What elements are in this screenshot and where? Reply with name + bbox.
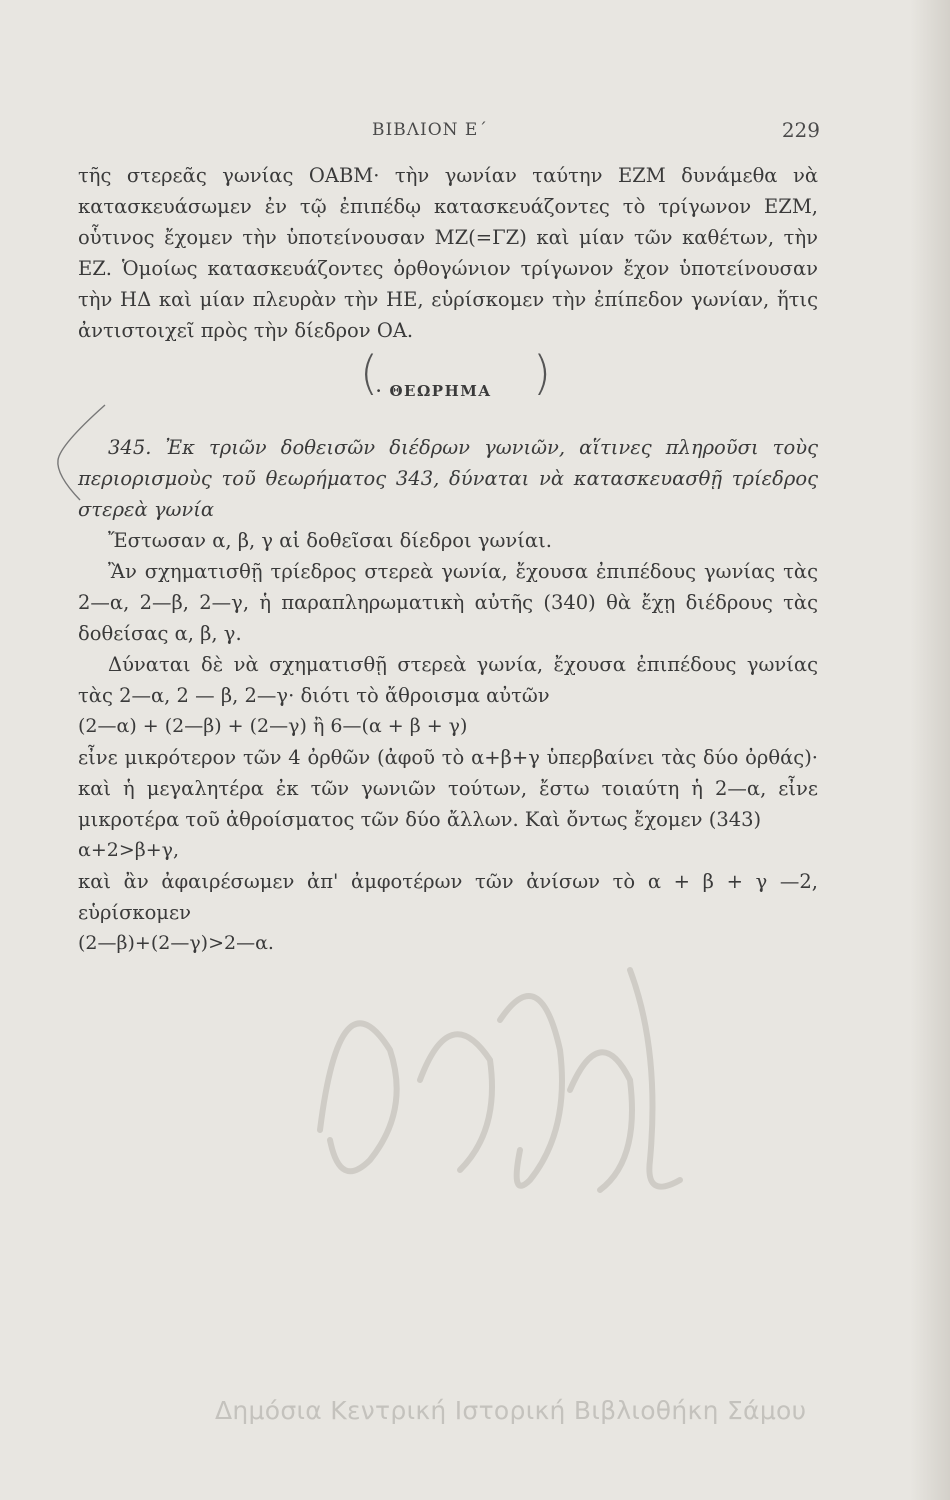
page-edge-shadow <box>910 0 950 1500</box>
paragraph-subtract: καὶ ἂν ἀφαιρέσωμεν ἀπ' ἀμφοτέρων τῶν ἀνίσων τὸ α + β + γ —2, εὑρίσκομεν <box>78 870 818 924</box>
right-paren-mark: ) <box>533 346 551 400</box>
paragraph-supplementary: Ἂν σχηματισθῇ τρίεδρος στερεὰ γωνία, ἔχουσα ἐπιπέδους γωνίας τὰς 2—α, 2—β, 2—γ, ἡ παραπληρωματικὴ αὐτῆς (340) θὰ ἔχῃ διέδρους τὰς δοθείσας α, β, γ. <box>78 560 818 645</box>
paragraph-less-than: εἶνε μικρότερον τῶν 4 ὀρθῶν (ἀφοῦ τὸ α+β+γ ὑπερβαίνει τὰς δύο ὀρθάς)· καὶ ἡ μεγαλητέρα ἐκ τῶν γωνιῶν τούτων, ἔστω τοιαύτη ἡ 2—α, εἶνε μικροτέρα τοῦ ἀθροίσματος τῶν δύο ἄλλων. Καὶ ὄντως ἔχομεν (343) <box>78 746 818 831</box>
page-body <box>78 160 818 959</box>
faint-handwriting-scribble <box>300 930 720 1220</box>
library-watermark: Δημόσια Κεντρική Ιστορική Βιβλιοθήκη Σάμου <box>215 1396 807 1425</box>
book-label: ΒΙΒΛΙΟΝ Ε΄ <box>372 120 488 140</box>
theorem-statement: 345. Ἐκ τριῶν δοθεισῶν διέδρων γωνιῶν, αἵτινες πληροῦσι τοὺς περιορισμοὺς τοῦ θεωρήματος 343, δύναται νὰ κατασκευασθῇ τρίεδρος στερεὰ γωνία <box>78 436 818 521</box>
running-header <box>80 118 820 148</box>
equation-result: (2—β)+(2—γ)>2—α. <box>78 932 274 954</box>
theorem-heading: · ΘΕΩΡΗΜΑ <box>376 382 492 400</box>
equation-inequality: α+2>β+γ, <box>78 839 180 861</box>
theorem-heading-block <box>78 346 818 426</box>
paragraph-given: Ἔστωσαν α, β, γ αἱ δοθεῖσαι δίεδροι γωνίαι. <box>108 529 552 552</box>
equation-sum: (2—α) + (2—β) + (2—γ) ἢ 6—(α + β + γ) <box>78 715 468 737</box>
paragraph-possible: Δύναται δὲ νὰ σχηματισθῇ στερεὰ γωνία, ἔχουσα ἐπιπέδους γωνίας τὰς 2—α, 2 — β, 2—γ· διότι τὸ ἄθροισμα αὐτῶν <box>78 653 818 707</box>
paragraph-construction: τῆς στερεᾶς γωνίας ΟΑΒΜ· τὴν γωνίαν ταύτην ΕΖΜ δυνάμεθα νὰ κατασκευάσωμεν ἐν τῷ ἐπιπέδῳ κατασκευάζοντες τὸ τρίγωνον ΕΖΜ, οὗτινος ἔχομεν τὴν ὑποτείνουσαν ΜΖ(=ΓΖ) καὶ μίαν τῶν καθέτων, τὴν ΕΖ. Ὁμοίως κατασκευάζοντες ὀρθογώνιον τρίγωνον ἔχον ὑποτείνουσαν τὴν ΗΔ καὶ μίαν πλευρὰν τὴν ΗΕ, εὑρίσκομεν τὴν ἐπίπεδον γωνίαν, ἥτις ἀντιστοιχεῖ πρὸς τὴν δίεδρον ΟΑ. <box>78 164 818 342</box>
page-number: 229 <box>781 118 820 142</box>
left-paren-mark: ( <box>360 346 378 400</box>
